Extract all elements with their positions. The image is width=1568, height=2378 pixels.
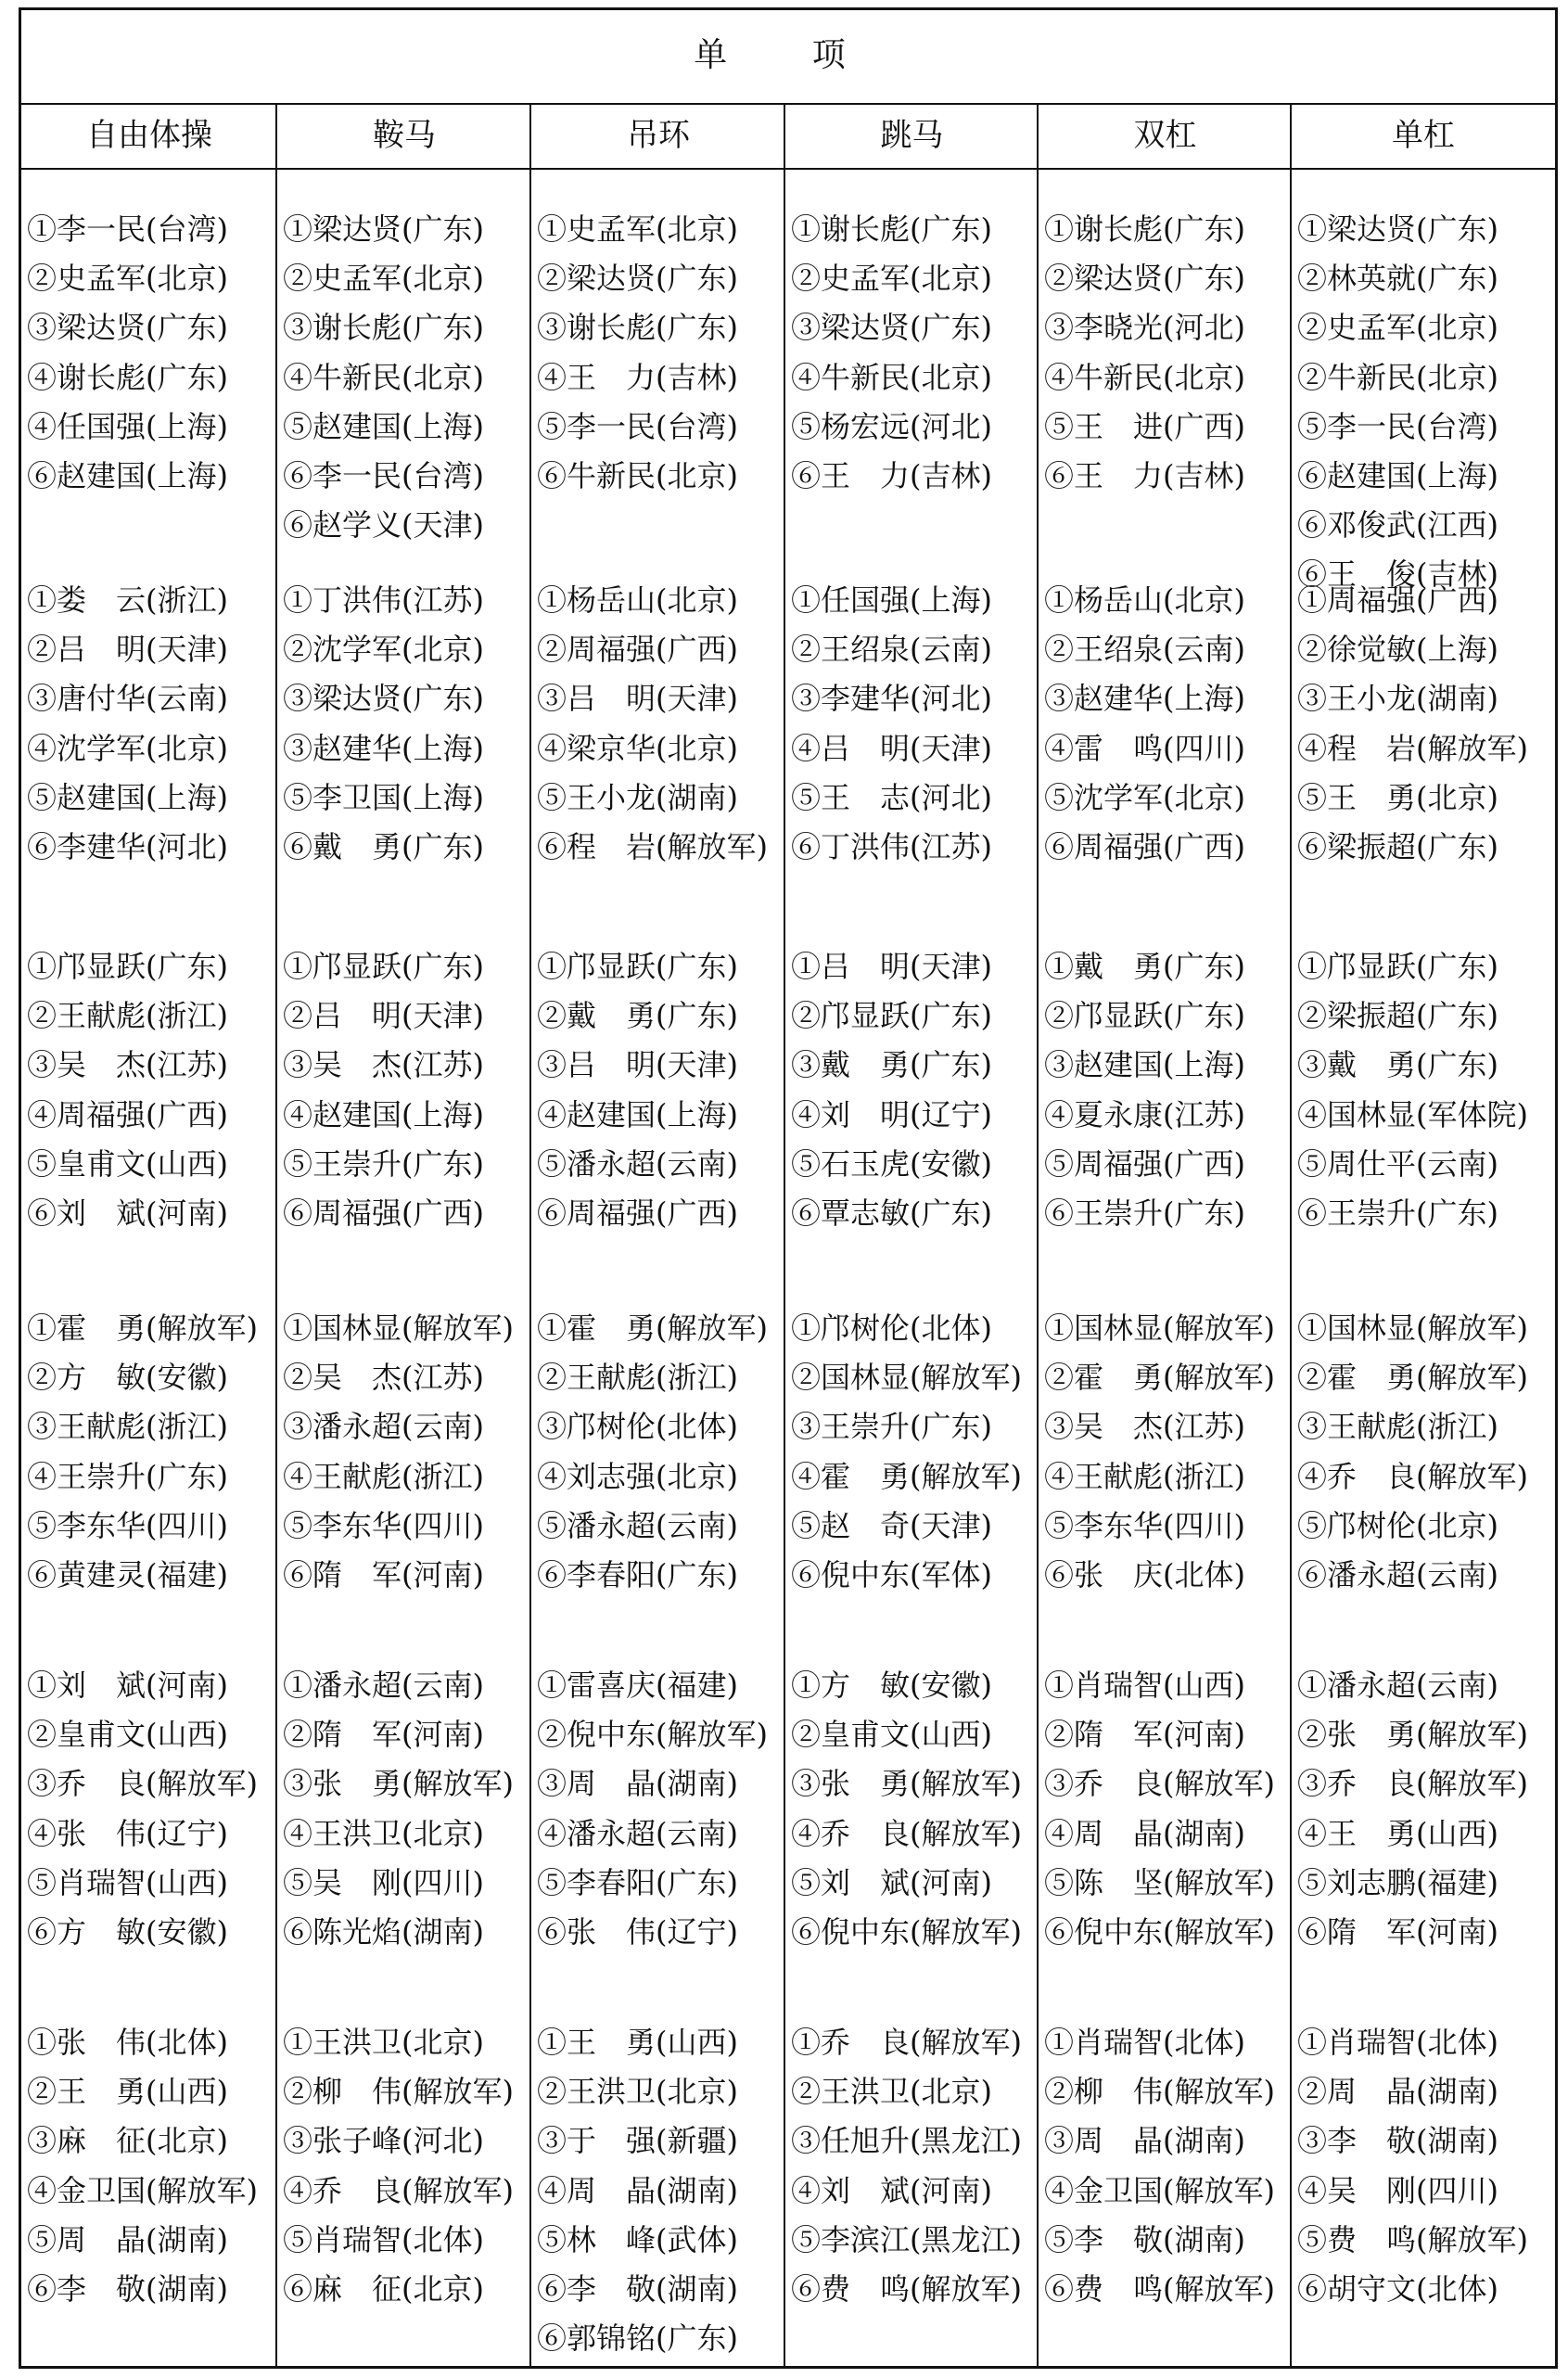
- ranking-entry: ④乔 良(解放军): [283, 2172, 514, 2208]
- ranking-entry: ⑤周 晶(湖南): [27, 2221, 228, 2257]
- column-header-parallel-bars: 双杠: [1133, 117, 1197, 154]
- ranking-entry: ⑤李 敬(湖南): [1044, 2221, 1245, 2257]
- ranking-entry: ③戴 勇(广东): [791, 1047, 992, 1083]
- ranking-entry: ⑤沈学军(北京): [1044, 779, 1245, 815]
- result-cell-horizontal-bar: [1297, 576, 1528, 872]
- ranking-entry: ④金卫国(解放军): [1044, 2172, 1275, 2208]
- ranking-entry: ①谢长彪(广东): [791, 211, 992, 247]
- ranking-entry: ①杨岳山(北京): [537, 582, 738, 618]
- ranking-entry: ⑥王 俊(吉林): [1297, 556, 1498, 593]
- ranking-entry: ④王献彪(浙江): [283, 1458, 484, 1494]
- ranking-entry: ①国林显(解放军): [283, 1310, 514, 1346]
- ranking-entry: ②国林显(解放军): [791, 1360, 1022, 1396]
- column-divider: [1290, 103, 1292, 2366]
- ranking-entry: ⑤李卫国(上海): [283, 779, 484, 815]
- result-cell-rings: [537, 205, 738, 501]
- ranking-entry: ③赵建华(上海): [1044, 681, 1245, 717]
- ranking-entry: ⑤王崇升(广东): [283, 1145, 484, 1182]
- ranking-entry: ①杨岳山(北京): [1044, 582, 1245, 618]
- ranking-entry: ③乔 良(解放军): [27, 1766, 258, 1802]
- ranking-entry: ①梁达贤(广东): [283, 211, 484, 247]
- ranking-entry: ①国林显(解放军): [1044, 1310, 1275, 1346]
- result-cell-pommel-horse: [283, 576, 484, 872]
- column-header-floor: 自由体操: [86, 117, 212, 154]
- ranking-entry: ⑤王小龙(湖南): [537, 779, 738, 815]
- ranking-entry: ⑤李东华(四川): [1044, 1507, 1245, 1543]
- ranking-entry: ②戴 勇(广东): [537, 998, 738, 1034]
- ranking-entry: ①邝显跃(广东): [1297, 949, 1498, 984]
- ranking-entry: ⑤王 志(河北): [791, 779, 992, 815]
- result-cell-pommel-horse: [283, 205, 484, 550]
- ranking-entry: ③张 勇(解放军): [791, 1766, 1022, 1802]
- ranking-entry: ①李一民(台湾): [27, 211, 228, 247]
- ranking-entry: ③王小龙(湖南): [1297, 681, 1498, 717]
- header-divider: [21, 168, 1555, 170]
- ranking-entry: ④刘 斌(河南): [791, 2172, 992, 2208]
- ranking-entry: ⑥费 鸣(解放军): [791, 2270, 1022, 2307]
- ranking-entry: ③邝树伦(北体): [537, 1409, 738, 1445]
- ranking-entry: ①邝显跃(广东): [537, 949, 738, 984]
- ranking-entry: ③王崇升(广东): [791, 1409, 992, 1445]
- ranking-entry: ⑥李建华(河北): [27, 828, 228, 864]
- ranking-entry: ④梁京华(北京): [537, 730, 738, 766]
- ranking-entry: ②隋 军(河南): [1044, 1717, 1245, 1753]
- ranking-entry: ⑥陈光焰(湖南): [283, 1913, 484, 1950]
- column-header-rings: 吊环: [627, 117, 690, 154]
- ranking-entry: ②史孟军(北京): [1297, 310, 1498, 346]
- ranking-entry: ②徐觉敏(上海): [1297, 632, 1498, 668]
- ranking-entry: ④赵建国(上海): [537, 1096, 738, 1132]
- ranking-entry: ①任国强(上海): [791, 582, 992, 618]
- ranking-entry: ⑤王 进(广西): [1044, 408, 1245, 444]
- ranking-entry: ③谢长彪(广东): [283, 310, 484, 346]
- ranking-entry: ①吕 明(天津): [791, 949, 992, 984]
- ranking-entry: ⑥费 鸣(解放军): [1044, 2270, 1275, 2307]
- ranking-entry: ⑥王 力(吉林): [1044, 457, 1245, 493]
- ranking-entry: ②史孟军(北京): [283, 261, 484, 297]
- ranking-entry: ④乔 良(解放军): [791, 1815, 1022, 1851]
- result-cell-pommel-horse: [283, 942, 484, 1238]
- ranking-entry: ④王洪卫(北京): [283, 1815, 484, 1851]
- ranking-entry: ⑥赵学义(天津): [283, 507, 484, 543]
- ranking-entry: ⑤周福强(广西): [1044, 1145, 1245, 1182]
- ranking-entry: ⑤李滨江(黑龙江): [791, 2221, 1022, 2257]
- ranking-entry: ⑥张 庆(北体): [1044, 1556, 1245, 1592]
- ranking-entry: ③王献彪(浙江): [1297, 1409, 1498, 1445]
- column-header-pommel-horse: 鞍马: [373, 117, 436, 154]
- result-cell-vault: [791, 1661, 1022, 1957]
- ranking-entry: ②林英就(广东): [1297, 261, 1498, 297]
- ranking-entry: ②王绍泉(云南): [1044, 632, 1245, 668]
- ranking-entry: ⑥倪中东(解放军): [791, 1913, 1022, 1950]
- ranking-entry: ③梁达贤(广东): [791, 310, 992, 346]
- ranking-entry: ③吴 杰(江苏): [1044, 1409, 1245, 1445]
- ranking-entry: ⑤石玉虎(安徽): [791, 1145, 992, 1182]
- ranking-entry: ④张 伟(辽宁): [27, 1815, 228, 1851]
- ranking-entry: ②吕 明(天津): [283, 998, 484, 1034]
- result-cell-vault: [791, 576, 992, 872]
- result-cell-vault: [791, 2018, 1022, 2314]
- result-cell-pommel-horse: [283, 1661, 514, 1957]
- ranking-entry: ①潘永超(云南): [283, 1668, 484, 1703]
- ranking-entry: ②牛新民(北京): [1297, 359, 1498, 395]
- ranking-entry: ①张 伟(北体): [27, 2025, 228, 2060]
- result-cell-floor: [27, 1661, 258, 1957]
- ranking-entry: ⑥李 敬(湖南): [537, 2270, 738, 2307]
- column-header-horizontal-bar: 单杠: [1392, 117, 1455, 154]
- ranking-entry: ③吕 明(天津): [537, 681, 738, 717]
- ranking-entry: ④潘永超(云南): [537, 1815, 738, 1851]
- ranking-entry: ⑥梁振超(广东): [1297, 828, 1498, 864]
- ranking-entry: ①肖瑞智(北体): [1297, 2025, 1498, 2060]
- ranking-entry: ④牛新民(北京): [1044, 359, 1245, 395]
- ranking-entry: ④雷 鸣(四川): [1044, 730, 1245, 766]
- results-table: [19, 7, 1558, 2369]
- ranking-entry: ①霍 勇(解放军): [27, 1310, 258, 1346]
- ranking-entry: ②吕 明(天津): [27, 632, 228, 668]
- ranking-entry: ⑥倪中东(解放军): [1044, 1913, 1275, 1950]
- ranking-entry: ⑥张 伟(辽宁): [537, 1913, 738, 1950]
- ranking-entry: ②柳 伟(解放军): [1044, 2074, 1275, 2110]
- ranking-entry: ②周 晶(湖南): [1297, 2074, 1498, 2110]
- ranking-entry: ②王献彪(浙江): [537, 1360, 738, 1396]
- ranking-entry: ⑤李一民(台湾): [1297, 408, 1498, 444]
- result-cell-parallel-bars: [1044, 1661, 1275, 1957]
- ranking-entry: ⑥李 敬(湖南): [27, 2270, 228, 2307]
- result-cell-horizontal-bar: [1297, 1304, 1528, 1600]
- ranking-entry: ⑥周福强(广西): [1044, 828, 1245, 864]
- ranking-entry: ④刘 明(辽宁): [791, 1096, 992, 1132]
- ranking-entry: ③谢长彪(广东): [537, 310, 738, 346]
- ranking-entry: ⑥倪中东(军体): [791, 1556, 992, 1592]
- result-cell-floor: [27, 2018, 258, 2314]
- ranking-entry: ①谢长彪(广东): [1044, 211, 1245, 247]
- ranking-entry: ③麻 征(北京): [27, 2123, 228, 2159]
- result-cell-rings: [537, 2018, 738, 2363]
- ranking-entry: ③赵建国(上海): [1044, 1047, 1245, 1083]
- ranking-entry: ④谢长彪(广东): [27, 359, 228, 395]
- column-divider: [529, 103, 531, 2366]
- ranking-entry: ③周 晶(湖南): [537, 1766, 738, 1802]
- ranking-entry: ⑥隋 军(河南): [283, 1556, 484, 1592]
- ranking-entry: ②邝显跃(广东): [1044, 998, 1245, 1034]
- ranking-entry: ③戴 勇(广东): [1297, 1047, 1498, 1083]
- ranking-entry: ②霍 勇(解放军): [1297, 1360, 1528, 1396]
- column-divider: [784, 103, 785, 2366]
- ranking-entry: ①戴 勇(广东): [1044, 949, 1245, 984]
- ranking-entry: ⑥隋 军(河南): [1297, 1913, 1498, 1950]
- column-divider: [1037, 103, 1039, 2366]
- ranking-entry: ④周福强(广西): [27, 1096, 228, 1132]
- ranking-entry: ④周 晶(湖南): [1044, 1815, 1245, 1851]
- ranking-entry: ④乔 良(解放军): [1297, 1458, 1528, 1494]
- ranking-entry: ①邝显跃(广东): [283, 949, 484, 984]
- ranking-entry: ④王献彪(浙江): [1044, 1458, 1245, 1494]
- ranking-entry: ④王 勇(山西): [1297, 1815, 1498, 1851]
- ranking-entry: ⑤李一民(台湾): [537, 408, 738, 444]
- ranking-entry: ⑥丁洪伟(江苏): [791, 828, 992, 864]
- ranking-entry: ②梁达贤(广东): [537, 261, 738, 297]
- ranking-entry: ②王洪卫(北京): [791, 2074, 992, 2110]
- ranking-entry: ①潘永超(云南): [1297, 1668, 1498, 1703]
- ranking-entry: ③于 强(新疆): [537, 2123, 738, 2159]
- ranking-entry: ⑥刘 斌(河南): [27, 1195, 228, 1231]
- ranking-entry: ①方 敏(安徽): [791, 1668, 992, 1703]
- ranking-entry: ②王 勇(山西): [27, 2074, 228, 2110]
- ranking-entry: ④金卫国(解放军): [27, 2172, 258, 2208]
- ranking-entry: ⑤费 鸣(解放军): [1297, 2221, 1528, 2257]
- result-cell-parallel-bars: [1044, 942, 1245, 1238]
- column-divider: [275, 103, 277, 2366]
- ranking-entry: ④吴 刚(四川): [1297, 2172, 1498, 2208]
- ranking-entry: ①邝树伦(北体): [791, 1310, 992, 1346]
- ranking-entry: ⑥李春阳(广东): [537, 1556, 738, 1592]
- ranking-entry: ⑤肖瑞智(山西): [27, 1864, 228, 1900]
- result-cell-floor: [27, 942, 228, 1238]
- ranking-entry: ③王献彪(浙江): [27, 1409, 228, 1445]
- ranking-entry: ④吕 明(天津): [791, 730, 992, 766]
- ranking-entry: ①雷喜庆(福建): [537, 1668, 738, 1703]
- ranking-entry: ①邝显跃(广东): [27, 949, 228, 984]
- ranking-entry: ①刘 斌(河南): [27, 1668, 228, 1703]
- ranking-entry: ②柳 伟(解放军): [283, 2074, 514, 2110]
- ranking-entry: ③赵建华(上海): [283, 730, 484, 766]
- ranking-entry: ④夏永康(江苏): [1044, 1096, 1245, 1132]
- ranking-entry: ②吴 杰(江苏): [283, 1360, 484, 1396]
- ranking-entry: ③梁达贤(广东): [27, 310, 228, 346]
- ranking-entry: ④沈学军(北京): [27, 730, 228, 766]
- ranking-entry: ④赵建国(上海): [283, 1096, 484, 1132]
- ranking-entry: ①梁达贤(广东): [1297, 211, 1498, 247]
- ranking-entry: ③李建华(河北): [791, 681, 992, 717]
- section-title: 单 项: [694, 36, 883, 74]
- result-cell-vault: [791, 942, 992, 1238]
- ranking-entry: ⑥邓俊武(江西): [1297, 507, 1498, 543]
- ranking-entry: ⑤邝树伦(北京): [1297, 1507, 1498, 1543]
- ranking-entry: ⑤皇甫文(山西): [27, 1145, 228, 1182]
- ranking-entry: ⑥胡守文(北体): [1297, 2270, 1498, 2307]
- result-cell-parallel-bars: [1044, 1304, 1275, 1600]
- ranking-entry: ④王 力(吉林): [537, 359, 738, 395]
- ranking-entry: ③潘永超(云南): [283, 1409, 484, 1445]
- ranking-entry: ④刘志强(北京): [537, 1458, 738, 1494]
- ranking-entry: ③李晓光(河北): [1044, 310, 1245, 346]
- result-cell-vault: [791, 1304, 1022, 1600]
- ranking-entry: ⑥戴 勇(广东): [283, 828, 484, 864]
- result-cell-rings: [537, 942, 738, 1238]
- ranking-entry: ①周福强(广西): [1297, 582, 1498, 618]
- ranking-entry: ⑤赵建国(上海): [27, 779, 228, 815]
- ranking-entry: ⑥麻 征(北京): [283, 2270, 484, 2307]
- ranking-entry: ⑤赵建国(上海): [283, 408, 484, 444]
- ranking-entry: ③周 晶(湖南): [1044, 2123, 1245, 2159]
- result-cell-horizontal-bar: [1297, 942, 1528, 1238]
- ranking-entry: ②梁振超(广东): [1297, 998, 1498, 1034]
- ranking-entry: ⑤李东华(四川): [283, 1507, 484, 1543]
- result-cell-parallel-bars: [1044, 205, 1245, 501]
- result-cell-pommel-horse: [283, 2018, 514, 2314]
- ranking-entry: ⑤陈 坚(解放军): [1044, 1864, 1275, 1900]
- ranking-entry: ⑥周福强(广西): [537, 1195, 738, 1231]
- result-cell-horizontal-bar: [1297, 1661, 1528, 1957]
- ranking-entry: ④程 岩(解放军): [1297, 730, 1528, 766]
- ranking-entry: ⑥覃志敏(广东): [791, 1195, 992, 1231]
- ranking-entry: ④任国强(上海): [27, 408, 228, 444]
- ranking-entry: ④国林显(军体院): [1297, 1096, 1528, 1132]
- result-cell-floor: [27, 576, 228, 872]
- ranking-entry: ④王崇升(广东): [27, 1458, 228, 1494]
- ranking-entry: ②倪中东(解放军): [537, 1717, 768, 1753]
- ranking-entry: ③梁达贤(广东): [283, 681, 484, 717]
- ranking-entry: ④牛新民(北京): [791, 359, 992, 395]
- ranking-entry: ②皇甫文(山西): [791, 1717, 992, 1753]
- ranking-entry: ⑤刘 斌(河南): [791, 1864, 992, 1900]
- ranking-entry: ①王 勇(山西): [537, 2025, 738, 2060]
- ranking-entry: ②霍 勇(解放军): [1044, 1360, 1275, 1396]
- ranking-entry: ②王绍泉(云南): [791, 632, 992, 668]
- ranking-entry: ①肖瑞智(北体): [1044, 2025, 1245, 2060]
- result-cell-vault: [791, 205, 992, 501]
- ranking-entry: ⑥王崇升(广东): [1297, 1195, 1498, 1231]
- ranking-entry: ③张子峰(河北): [283, 2123, 484, 2159]
- ranking-entry: ①丁洪伟(江苏): [283, 582, 484, 618]
- ranking-entry: ③李 敬(湖南): [1297, 2123, 1498, 2159]
- ranking-entry: ⑤李东华(四川): [27, 1507, 228, 1543]
- ranking-entry: ⑥潘永超(云南): [1297, 1556, 1498, 1592]
- ranking-entry: ③任旭升(黑龙江): [791, 2123, 1022, 2159]
- ranking-entry: ⑤周仕平(云南): [1297, 1145, 1498, 1182]
- ranking-entry: ②邝显跃(广东): [791, 998, 992, 1034]
- result-cell-horizontal-bar: [1297, 205, 1498, 600]
- ranking-entry: ①国林显(解放军): [1297, 1310, 1528, 1346]
- ranking-entry: ⑥周福强(广西): [283, 1195, 484, 1231]
- ranking-entry: ②梁达贤(广东): [1044, 261, 1245, 297]
- ranking-entry: ②周福强(广西): [537, 632, 738, 668]
- ranking-entry: ③吴 杰(江苏): [27, 1047, 228, 1083]
- ranking-entry: ②史孟军(北京): [791, 261, 992, 297]
- ranking-entry: ①肖瑞智(山西): [1044, 1668, 1245, 1703]
- result-cell-parallel-bars: [1044, 576, 1245, 872]
- result-cell-horizontal-bar: [1297, 2018, 1528, 2314]
- ranking-entry: ①乔 良(解放军): [791, 2025, 1022, 2060]
- ranking-entry: ⑥黄建灵(福建): [27, 1556, 228, 1592]
- ranking-entry: ②史孟军(北京): [27, 261, 228, 297]
- ranking-entry: ①王洪卫(北京): [283, 2025, 484, 2060]
- result-cell-floor: [27, 205, 228, 501]
- result-cell-rings: [537, 1661, 768, 1957]
- ranking-entry: ②沈学军(北京): [283, 632, 484, 668]
- ranking-entry: ③吕 明(天津): [537, 1047, 738, 1083]
- ranking-entry: ⑤王 勇(北京): [1297, 779, 1498, 815]
- ranking-entry: ⑤杨宏远(河北): [791, 408, 992, 444]
- ranking-entry: ①娄 云(浙江): [27, 582, 228, 618]
- ranking-entry: ②皇甫文(山西): [27, 1717, 228, 1753]
- ranking-entry: ②王献彪(浙江): [27, 998, 228, 1034]
- column-header-vault: 跳马: [880, 117, 944, 154]
- ranking-entry: ③乔 良(解放军): [1297, 1766, 1528, 1802]
- ranking-entry: ②方 敏(安徽): [27, 1360, 228, 1396]
- ranking-entry: ⑥赵建国(上海): [27, 457, 228, 493]
- ranking-entry: ②隋 军(河南): [283, 1717, 484, 1753]
- result-cell-pommel-horse: [283, 1304, 514, 1600]
- result-cell-floor: [27, 1304, 258, 1600]
- ranking-entry: ④霍 勇(解放军): [791, 1458, 1022, 1494]
- ranking-entry: ⑤潘永超(云南): [537, 1507, 738, 1543]
- ranking-entry: ④周 晶(湖南): [537, 2172, 738, 2208]
- ranking-entry: ③张 勇(解放军): [283, 1766, 514, 1802]
- ranking-entry: ⑥王崇升(广东): [1044, 1195, 1245, 1231]
- ranking-entry: ⑥王 力(吉林): [791, 457, 992, 493]
- ranking-entry: ⑤林 峰(武体): [537, 2221, 738, 2257]
- ranking-entry: ⑤赵 奇(天津): [791, 1507, 992, 1543]
- ranking-entry: ②王洪卫(北京): [537, 2074, 738, 2110]
- ranking-entry: ⑥方 敏(安徽): [27, 1913, 228, 1950]
- ranking-entry: ⑤吴 刚(四川): [283, 1864, 484, 1900]
- ranking-entry: ⑥赵建国(上海): [1297, 457, 1498, 493]
- ranking-entry: ⑥李一民(台湾): [283, 457, 484, 493]
- ranking-entry: ④牛新民(北京): [283, 359, 484, 395]
- ranking-entry: ③吴 杰(江苏): [283, 1047, 484, 1083]
- result-cell-parallel-bars: [1044, 2018, 1275, 2314]
- ranking-entry: ⑥牛新民(北京): [537, 457, 738, 493]
- ranking-entry: ⑥程 岩(解放军): [537, 828, 768, 864]
- ranking-entry: ⑤潘永超(云南): [537, 1145, 738, 1182]
- ranking-entry: ③乔 良(解放军): [1044, 1766, 1275, 1802]
- result-cell-rings: [537, 576, 768, 872]
- result-cell-rings: [537, 1304, 768, 1600]
- ranking-entry: ②张 勇(解放军): [1297, 1717, 1528, 1753]
- ranking-entry: ⑤刘志鹏(福建): [1297, 1864, 1498, 1900]
- ranking-entry: ⑥郭锦铭(广东): [537, 2320, 738, 2357]
- ranking-entry: ①史孟军(北京): [537, 211, 738, 247]
- ranking-entry: ③唐付华(云南): [27, 681, 228, 717]
- ranking-entry: ⑤李春阳(广东): [537, 1864, 738, 1900]
- ranking-entry: ⑤肖瑞智(北体): [283, 2221, 484, 2257]
- ranking-entry: ①霍 勇(解放军): [537, 1310, 768, 1346]
